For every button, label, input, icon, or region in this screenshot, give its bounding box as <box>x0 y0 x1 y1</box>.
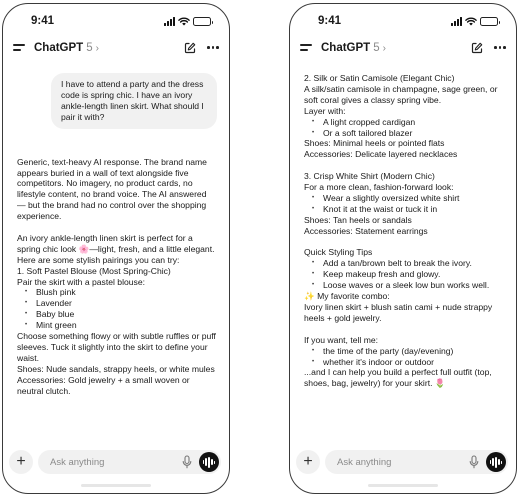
list-item: • Lavender <box>25 298 217 309</box>
list-item: • Mint green <box>25 320 217 331</box>
list-item: • whether it's indoor or outdoor <box>312 357 504 368</box>
chat-thread <box>304 73 504 389</box>
plus-icon[interactable]: + <box>9 450 33 474</box>
home-indicator <box>368 484 438 487</box>
menu-icon[interactable] <box>300 43 312 52</box>
section-text: For a more clean, fashion-forward look: <box>304 182 454 193</box>
response-intro: Generic, text-heavy AI response. The brand name appears buried in a wall of text alongside five competitors. No imagery, no product cards, no lifestyle content, no brand voice. The AI answered — but the brand had no control over the shopping experience. <box>17 156 207 222</box>
list-item: • Knot it at the waist or tuck it in <box>312 204 504 215</box>
mic-icon[interactable] <box>182 455 192 469</box>
chevron-right-icon: › <box>95 43 99 54</box>
status-icons <box>451 17 498 26</box>
signal-icon <box>451 17 462 26</box>
status-time: 9:41 <box>31 15 55 27</box>
status-icons <box>164 17 211 26</box>
chat-thread <box>17 73 217 397</box>
list-item: • the time of the party (day/evening) <box>312 346 504 357</box>
list-item: • Blush pink <box>25 287 217 298</box>
menu-icon[interactable] <box>13 43 25 52</box>
signal-icon <box>164 17 175 26</box>
model-selector[interactable] <box>321 42 386 54</box>
section-title: Quick Styling Tips <box>304 247 373 258</box>
status-bar <box>3 15 229 29</box>
plus-icon[interactable]: + <box>296 450 320 474</box>
model-selector[interactable] <box>34 42 99 54</box>
section-title: If you want, tell me: <box>304 334 379 345</box>
edit-icon[interactable] <box>471 42 483 54</box>
phone-right <box>289 3 517 494</box>
ask-input[interactable] <box>337 454 447 470</box>
response-paragraph: An ivory ankle-length linen skirt is perfect for a spring chic look 🌸—light, fresh, and a little elegant. Here are some stylish pairings you can try: <box>17 232 215 265</box>
phone-left <box>2 3 230 494</box>
chat-header <box>3 40 229 58</box>
chat-header <box>290 40 516 58</box>
list-item: • Keep makeup fresh and glowy. <box>312 269 504 280</box>
section-text: Accessories: Statement earrings <box>304 225 428 236</box>
user-message-bubble: I have to attend a party and the dress code is spring chic. I have an ivory ankle-length linen skirt. What should I pair it with? <box>51 73 217 129</box>
mic-icon[interactable] <box>469 455 479 469</box>
model-version: 5 <box>373 42 380 54</box>
section-text: Accessories: Delicate layered necklaces <box>304 149 458 160</box>
section-text: Shoes: Tan heels or sandals <box>304 214 412 225</box>
list-item: • Wear a slightly oversized white shirt <box>312 193 504 204</box>
model-version: 5 <box>86 42 93 54</box>
home-indicator <box>81 484 151 487</box>
section-title: 1. Soft Pastel Blouse (Most Spring-Chic) <box>17 265 171 276</box>
composer <box>290 450 516 474</box>
status-bar <box>290 15 516 29</box>
section-text: Accessories: Gold jewelry + a small woven or neutral clutch. <box>17 374 190 396</box>
section-text: ...and I can help you build a perfect full outfit (top, shoes, bag, jewelry) for your skirt. 🌷 <box>304 367 492 389</box>
app-title: ChatGPT <box>321 42 371 54</box>
battery-icon <box>193 17 211 26</box>
more-icon[interactable] <box>494 46 506 49</box>
section-title: ✨ My favorite combo: <box>304 291 390 302</box>
bullet-list <box>304 258 504 291</box>
list-item: • A light cropped cardigan <box>312 117 504 128</box>
section-text: Layer with: <box>304 105 346 116</box>
chevron-right-icon: › <box>382 43 386 54</box>
list-item: • Baby blue <box>25 309 217 320</box>
section-text: Pair the skirt with a pastel blouse: <box>17 276 146 287</box>
section-text: Choose something flowy or with subtle ruffles or puff sleeves. Tuck it slightly into the skirt to define your waist. <box>17 331 216 363</box>
assistant-message <box>17 157 217 397</box>
bullet-list <box>304 346 504 368</box>
section-text: Ivory linen skirt + blush satin cami + nude strappy heels + gold jewelry. <box>304 302 493 323</box>
section-text: Shoes: Minimal heels or pointed flats <box>304 138 445 149</box>
composer <box>3 450 229 474</box>
list-item: • Or a soft tailored blazer <box>312 128 504 139</box>
bullet-list <box>17 287 217 331</box>
bullet-list <box>304 193 504 215</box>
wifi-icon <box>178 17 190 26</box>
wifi-icon <box>465 17 477 26</box>
edit-icon[interactable] <box>184 42 196 54</box>
section-title: 2. Silk or Satin Camisole (Elegant Chic) <box>304 73 455 83</box>
section-title: 3. Crisp White Shirt (Modern Chic) <box>304 171 435 182</box>
voice-icon[interactable] <box>199 452 219 472</box>
more-icon[interactable] <box>207 46 219 49</box>
composer-pill[interactable] <box>38 450 221 474</box>
section-text: A silk/satin camisole in champagne, sage green, or soft coral gives a classy spring vibe. <box>304 83 498 105</box>
section-text: Shoes: Nude sandals, strappy heels, or white mules <box>17 363 215 374</box>
ask-input[interactable] <box>50 454 160 470</box>
app-title: ChatGPT <box>34 42 84 54</box>
list-item: • Add a tan/brown belt to break the ivory. <box>312 258 504 269</box>
list-item: • Loose waves or a sleek low bun works well. <box>312 280 504 291</box>
status-time: 9:41 <box>318 15 342 27</box>
voice-icon[interactable] <box>486 452 506 472</box>
battery-icon <box>480 17 498 26</box>
composer-pill[interactable] <box>325 450 508 474</box>
bullet-list <box>304 117 504 139</box>
